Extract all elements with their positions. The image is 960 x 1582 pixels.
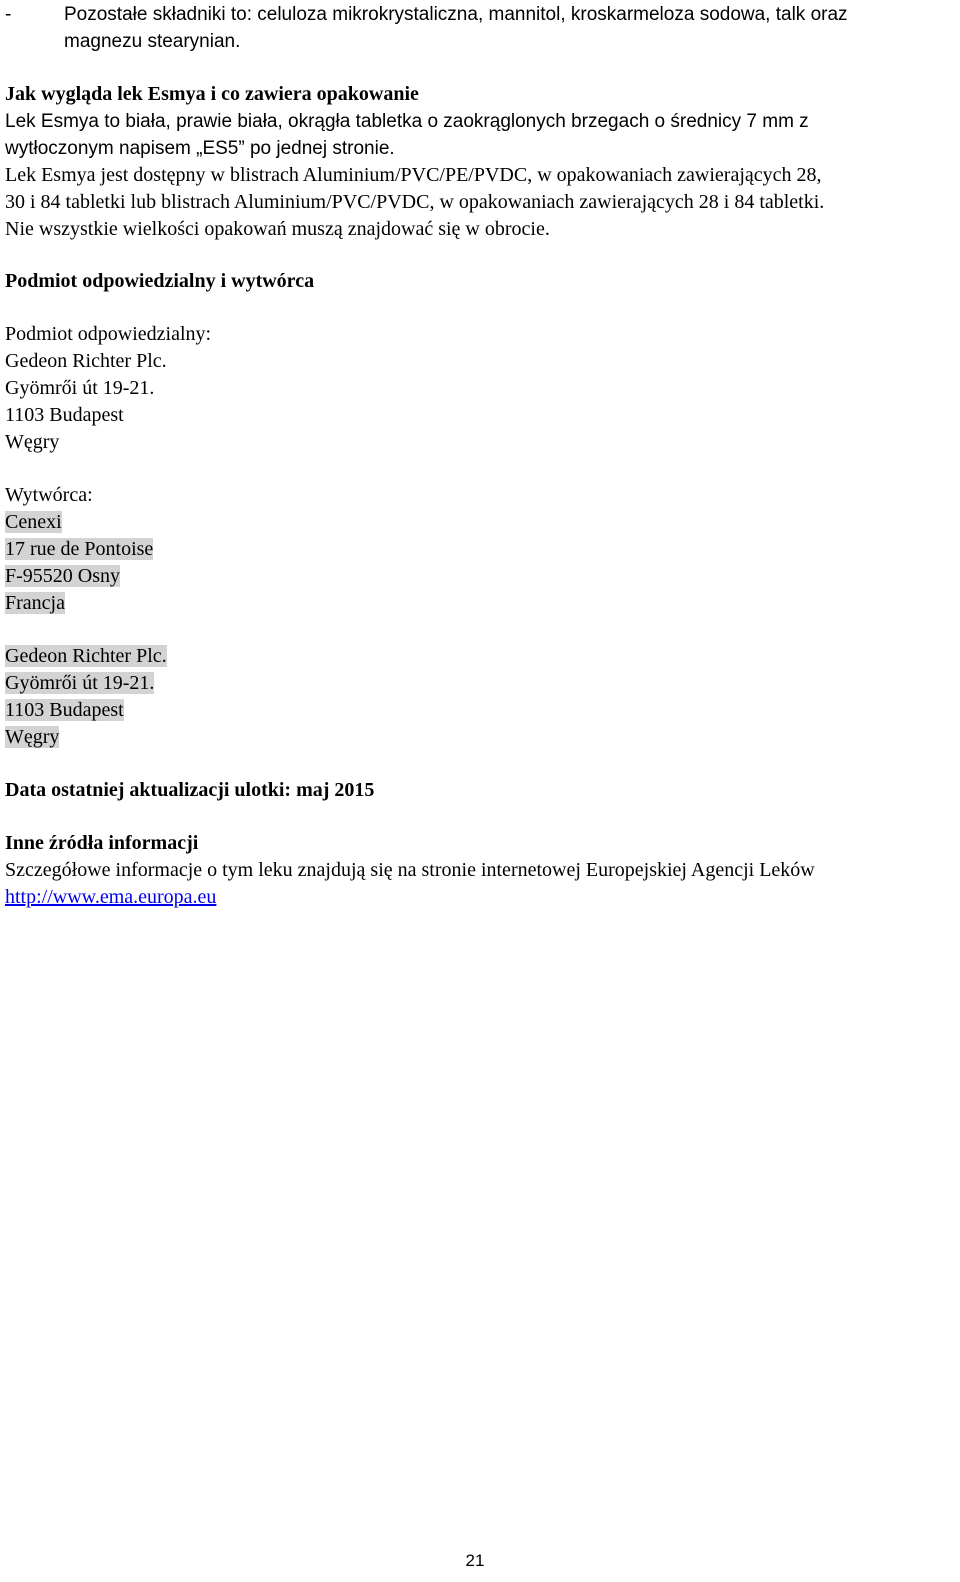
packaging-line: Nie wszystkie wielkości opakowań muszą znajdować się w obrocie.: [5, 218, 550, 240]
last-update-text: Data ostatniej aktualizacji ulotki: maj 2015: [5, 779, 375, 801]
holder-address-line: Węgry: [5, 431, 60, 453]
appearance-heading: Jak wygląda lek Esmya i co zawiera opakowanie: [5, 83, 419, 105]
other-sources-heading: Inne źródła informacji: [5, 832, 199, 854]
manufacturer-label: Wytwórca:: [5, 484, 93, 506]
holder-address-line: Gyömrői út 19-21.: [5, 377, 155, 399]
packaging-line: Lek Esmya jest dostępny w blistrach Aluminium/PVC/PE/PVDC, w opakowaniach zawierających 28,: [5, 164, 822, 186]
appearance-description-line: Lek Esmya to biała, prawie biała, okrągła tabletka o zaokrąglonych brzegach o średnicy 7 mm z: [5, 111, 809, 132]
manufacturer-block: [5, 482, 950, 617]
other-sources-text: Szczegółowe informacje o tym leku znajdują się na stronie internetowej Europejskiej Agencji Leków: [5, 859, 815, 881]
bullet-dash: -: [5, 4, 12, 25]
holder-address-line: 1103 Budapest: [5, 404, 124, 426]
holder-address-line: Gedeon Richter Plc.: [5, 350, 167, 372]
manufacturer-2-block: [5, 643, 950, 751]
leaflet-content: [5, 1, 950, 911]
holder-manufacturer-heading: Podmiot odpowiedzialny i wytwórca: [5, 270, 315, 292]
marketing-holder-block: [5, 321, 950, 456]
manufacturer-address-line: Francja: [5, 592, 65, 614]
packaging-description: [5, 162, 950, 243]
ingredients-line: magnezu stearynian.: [64, 31, 241, 52]
ingredients-bullet: [5, 1, 950, 55]
manufacturer-2-address-line: Węgry: [5, 726, 60, 748]
manufacturer-2-address-line: Gyömrői út 19-21.: [5, 672, 155, 694]
holder-label: Podmiot odpowiedzialny:: [5, 323, 212, 345]
ema-website-link[interactable]: http://www.ema.europa.eu: [5, 886, 217, 908]
manufacturer-address-line: Cenexi: [5, 511, 62, 533]
manufacturer-2-address-line: 1103 Budapest: [5, 699, 124, 721]
ingredients-line: Pozostałe składniki to: celuloza mikrokrystaliczna, mannitol, kroskarmeloza sodowa, talk oraz: [64, 4, 848, 25]
appearance-description-line: wytłoczonym napisem „ES5” po jednej stronie.: [5, 138, 395, 159]
manufacturer-address-line: F-95520 Osny: [5, 565, 121, 587]
packaging-line: 30 i 84 tabletki lub blistrach Aluminium/PVC/PVDC, w opakowaniach zawierających 28 i 84 tabletki.: [5, 191, 825, 213]
page-number: 21: [465, 1551, 485, 1570]
manufacturer-address-line: 17 rue de Pontoise: [5, 538, 154, 560]
appearance-description: [5, 108, 950, 162]
manufacturer-2-address-line: Gedeon Richter Plc.: [5, 645, 167, 667]
